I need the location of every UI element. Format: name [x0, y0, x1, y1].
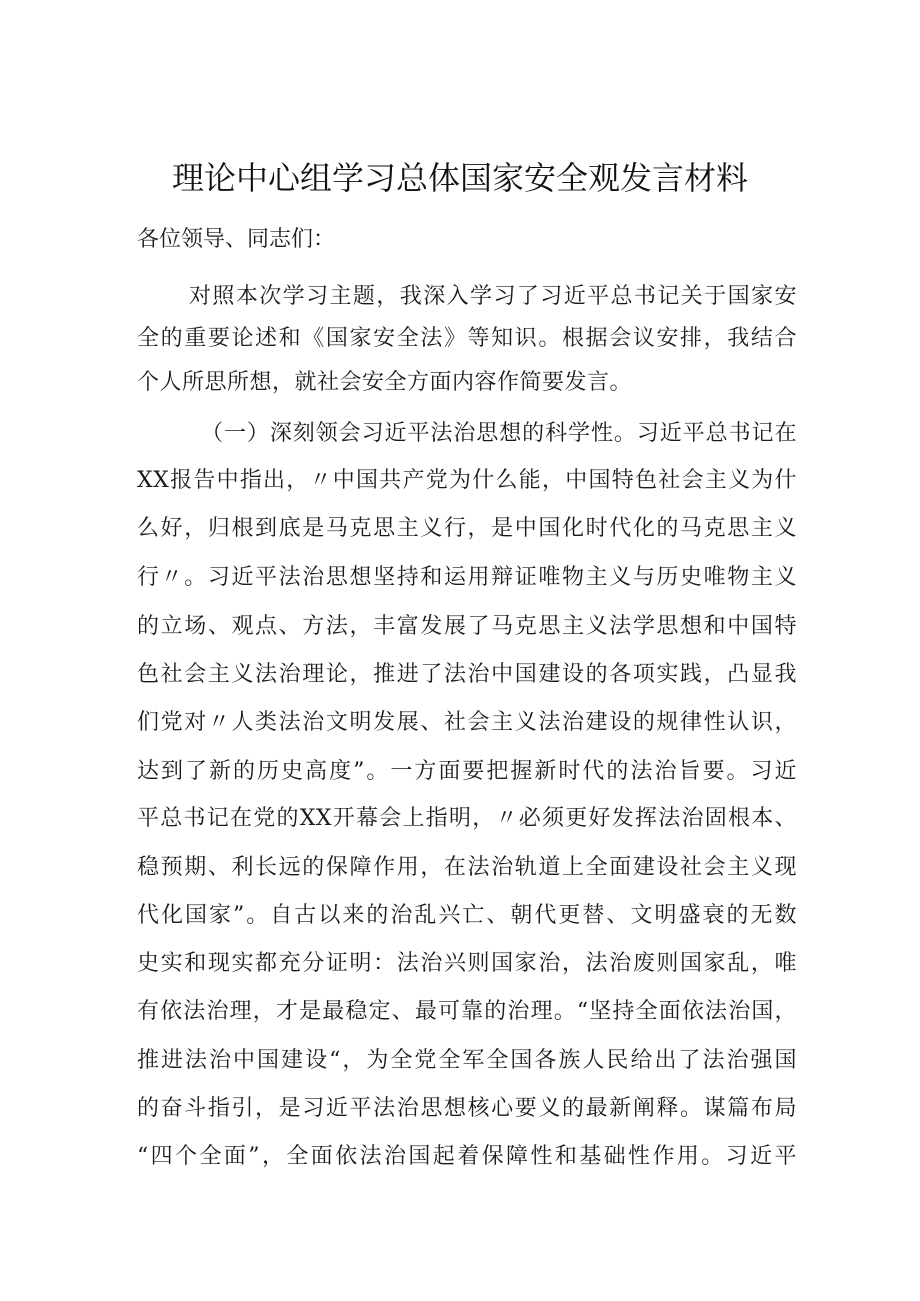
paragraph-2-line-9: 平总书记在党的XX开幕会上指明，〃必须更好发挥法治固根本、 [137, 806, 797, 831]
paragraph-2-line-6: 色社会主义法治理论，推进了法治中国建设的各项实践，凸显我 [137, 662, 797, 687]
salutation: 各位领导、同志们： [137, 227, 336, 252]
paragraph-2-line-13: 有依法治理，才是最稳定、最可靠的治理。“坚持全面依法治国， [137, 999, 797, 1024]
paragraph-2-line-11: 代化国家”。自古以来的治乱兴亡、朝代更替、文明盛衰的无数 [137, 903, 797, 928]
paragraph-2-line-16: “四个全面”，全面依法治国起着保障性和基础性作用。习近平 [137, 1144, 797, 1169]
paragraph-2-line-4: 行〃。习近平法治思想坚持和运用辩证唯物主义与历史唯物主义 [137, 565, 797, 590]
paragraph-2-line-10: 稳预期、利长远的保障作用，在法治轨道上全面建设社会主义现 [137, 855, 797, 880]
paragraph-2-line-15: 的奋斗指引，是习近平法治思想核心要义的最新阐释。谋篇布局 [137, 1096, 797, 1121]
paragraph-2-line-7: 们党对〃人类法治文明发展、社会主义法治建设的规律性认识， [137, 710, 797, 735]
paragraph-2-line-2: XX报告中指出，〃中国共产党为什么能，中国特色社会主义为什 [137, 468, 797, 493]
paragraph-1-line-3: 个人所思所想，就社会安全方面内容作简要发言。 [137, 370, 633, 395]
paragraph-2-line-8: 达到了新的历史高度”。一方面要把握新时代的法治旨要。习近 [137, 759, 797, 784]
paragraph-2-line-3: 么好，归根到底是马克思主义行，是中国化时代化的马克思主义 [137, 516, 797, 541]
paragraph-2-line-12: 史实和现实都充分证明：法治兴则国家治，法治废则国家乱，唯 [137, 951, 797, 976]
paragraph-2-line-5: 的立场、观点、方法，丰富发展了马克思主义法学思想和中国特 [137, 614, 797, 639]
paragraph-2-line-1: （一）深刻领会习近平法治思想的科学性。习近平总书记在 [201, 421, 797, 446]
document-title: 理论中心组学习总体国家安全观发言材料 [171, 159, 748, 197]
paragraph-1-line-1: 对照本次学习主题，我深入学习了习近平总书记关于国家安 [189, 284, 797, 309]
paragraph-2-line-14: 推进法治中国建设“，为全党全军全国各族人民给出了法治强国 [137, 1048, 797, 1073]
paragraph-1-line-2: 全的重要论述和《国家安全法》等知识。根据会议安排，我结合 [137, 326, 797, 351]
